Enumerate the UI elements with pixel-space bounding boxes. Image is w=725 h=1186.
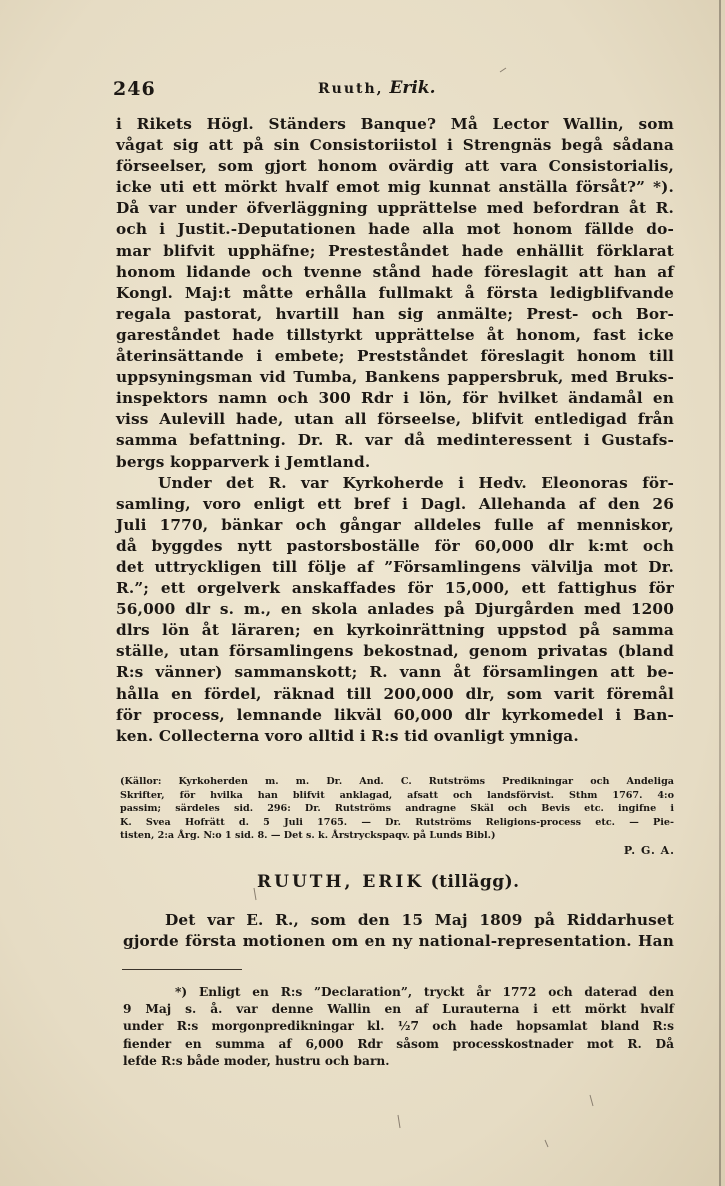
text-line: gjorde första motionen om en ny national-representation. Han [123,932,674,951]
text-line: uppsyningsman vid Tumba, Bankens pappersbruk, med Bruks- [116,368,674,387]
footnote-line: fiender en summa af 6,000 Rdr såsom processkostnader mot R. Då [123,1036,674,1051]
text-line: Juli 1770, bänkar och gångar alldeles fulle af menniskor, [116,515,674,534]
text-line: i Rikets Högl. Ständers Banque? Må Lector Wallin, som [116,115,674,133]
sources-line: passim; särdeles sid. 296: Dr. Rutströms andragne Skäl och Bevis etc. ingifne i [120,803,674,815]
text-line: och i Justit.-Deputationen hade alla mot honom fällde do- [116,220,674,239]
text-line: då byggdes nytt pastorsboställe för 60,000 dlr k:mt och [116,536,674,555]
text-line: viss Aulevill hade, utan all förseelse, blifvit entledigad från [116,410,674,429]
text-line: mar blifvit upphäfne; Presteståndet hade enhällit förklarat [116,241,674,260]
page-number: 246 [113,78,156,100]
text-line: icke uti ett mörkt hvalf emot mig kunnat anställa försåt?” *). [116,178,674,197]
footnote-line: 9 Maj s. å. var denne Wallin en af Lurauterna i ett mörkt hvalf [123,1002,674,1017]
paper-speck [254,888,256,900]
sources-line: (Källor: Kyrkoherden m. m. Dr. And. C. Rutströms Predikningar och Andeliga [120,776,674,787]
text-line: 56,000 dlr s. m., en skola anlades på Djurgården med 1200 [116,600,674,619]
text-line: Kongl. Maj:t måtte erhålla fullmakt å första ledigblifvande [116,283,674,302]
section-title-name: RUUTH, ERIK [257,872,425,892]
footnote-line: lefde R:s både moder, hustru och barn. [123,1053,390,1068]
text-line: det uttryckligen till följe af ”Församlingens välvilja mot Dr. [116,557,674,576]
text-line: dlrs lön åt läraren; en kyrkoinrättning uppstod på samma [116,621,674,640]
sources-line: K. Svea Hofrätt d. 5 Juli 1765. — Dr. Rutströms Religions-process etc. — Pie- [120,816,674,828]
text-line: ken. Collecterna voro alltid i R:s tid ovanligt ymniga. [116,726,579,745]
text-line: Då var under öfverläggning upprättelse med befordran åt R. [116,199,674,218]
paper-speck [545,1140,548,1147]
section-title-suffix: (tillägg). [430,872,520,892]
text-line: R:s vänner) sammanskott; R. vann åt församlingen att be- [116,663,674,682]
paper-speck [590,1095,593,1106]
author-signature: P. G. A. [623,844,675,857]
text-line: hålla en fördel, räknad till 200,000 dlr, som varit föremål [116,684,674,703]
text-line: R.”; ett orgelverk anskaffades för 15,000, ett fattighus för [116,579,674,598]
text-line: förseelser, som gjort honom ovärdig att vara Consistorialis, [116,157,674,176]
text-line: för process, lemnande likväl 60,000 dlr kyrkomedel i Ban- [116,705,674,724]
text-line: bergs kopparverk i Jemtland. [116,452,371,471]
paper-speck [500,68,506,72]
text-line: vågat sig att på sin Consistoriistol i Strengnäs begå sådana [116,136,674,155]
paper-speck [398,1115,400,1128]
text-line: regala pastorat, hvartill han sig anmälte; Prest- och Bor- [116,304,674,323]
text-line: ställe, utan församlingens bekostnad, genom privatas (bland [116,642,674,661]
text-line-paragraph-start: Under det R. var Kyrkoherde i Hedv. Eleonoras för- [158,473,674,492]
text-line: återinsättande i embete; Prestståndet föreslagit honom till [116,347,674,366]
footnote-line: *) Enligt en R:s ”Declaration”, tryckt år 1772 och daterad den [175,985,674,999]
text-line-paragraph-start: Det var E. R., som den 15 Maj 1809 på Riddarhuset [165,911,674,929]
running-head-name: Ruuth, [318,81,384,97]
running-head-forename: Erik. [389,78,436,98]
sources-line: Skrifter, för hvilka han blifvit anklagad, afsatt och landsförvist. Sthm 1767. 4:o [120,789,674,801]
footnote-line: under R:s morgonpredikningar kl. ½7 och hade hopsamlat bland R:s [123,1019,674,1034]
text-line: honom lidande och tvenne stånd hade föreslagit att han af [116,262,674,281]
text-line: samma befattning. Dr. R. var då medinteressent i Gustafs- [116,431,674,450]
text-line: inspektors namn och 300 Rdr i lön, för hvilket ändamål en [116,389,674,408]
text-line: samling, voro enligt ett bref i Dagl. Allehanda af den 26 [116,494,674,513]
text-line: gareståndet hade tillstyrkt upprättelse åt honom, fast icke [116,325,674,344]
sources-line: tisten, 2:a Årg. N:o 1 sid. 8. — Det s. k. Årstryckspaqv. på Lunds Bibl.) [120,830,496,842]
